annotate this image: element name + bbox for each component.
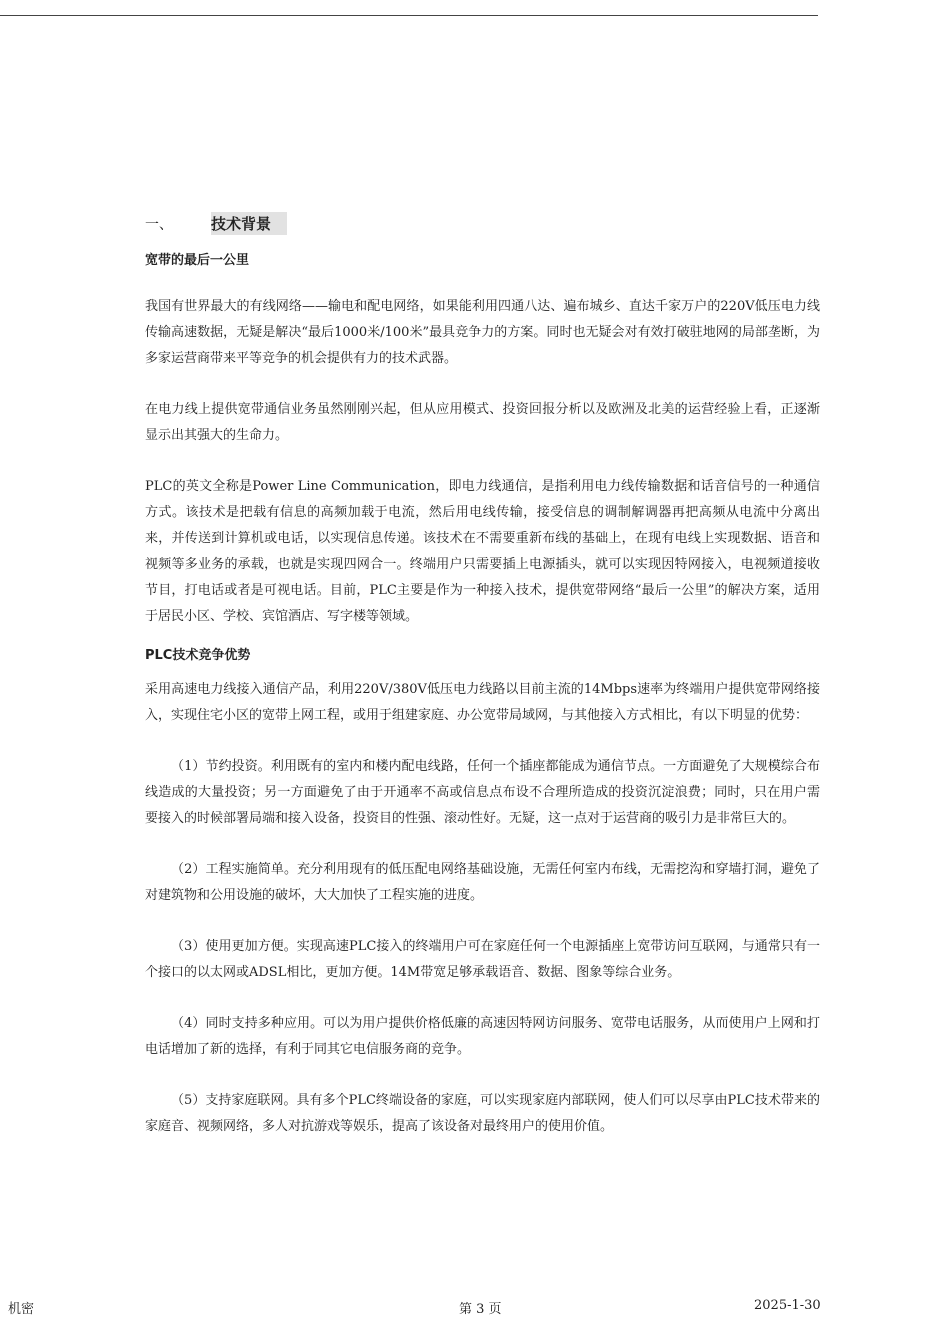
- paragraph: 在电力线上提供宽带通信业务虽然刚刚兴起，但从应用模式、投资回报分析以及欧洲及北美的运营经验上看，正逐渐显示出其强大的生命力。: [145, 402, 820, 443]
- section-number: 一、: [145, 216, 173, 233]
- footer-date: 2025-1-30: [754, 1298, 821, 1313]
- advantage-item: （5）支持家庭联网。具有多个PLC终端设备的家庭，可以实现家庭内部联网，使人们可以尽享由PLC技术带来的家庭音、视频网络，多人对抗游戏等娱乐，提高了该设备对最终用户的使用价值。: [145, 1093, 820, 1134]
- header-rule: [0, 15, 818, 16]
- paragraph: 采用高速电力线接入通信产品，利用220V/380V低压电力线路以目前主流的14Mbps速率为终端用户提供宽带网络接入，实现住宅小区的宽带上网工程，或用于组建家庭、办公宽带局域网，与其他接入方式相比，有以下明显的优势：: [145, 682, 820, 723]
- advantage-item: （4）同时支持多种应用。可以为用户提供价格低廉的高速因特网访问服务、宽带电话服务，从而使用户上网和打电话增加了新的选择，有利于同其它电信服务商的竞争。: [145, 1016, 820, 1057]
- footer-page-number: 第 3 页: [459, 1302, 502, 1317]
- advantage-item: （1）节约投资。利用既有的室内和楼内配电线路，任何一个插座都能成为通信节点。一方面避免了大规模综合布线造成的大量投资；另一方面避免了由于开通率不高或信息点布设不合理所造成的投资沉淀浪费；同时，只在用户需要接入的时候部署局端和接入设备，投资目的性强、滚动性好。无疑，这一点对于运营商的吸引力是非常巨大的。: [145, 759, 820, 826]
- document-body: [145, 212, 820, 1165]
- section-title: 技术背景: [211, 212, 287, 235]
- advantage-item: （3）使用更加方便。实现高速PLC接入的终端用户可在家庭任何一个电源插座上宽带访问互联网，与通常只有一个接口的以太网或ADSL相比，更加方便。14M带宽足够承载语音、数据、图象等综合业务。: [145, 939, 820, 980]
- footer-confidential: 机密: [8, 1302, 35, 1317]
- section-heading: [145, 212, 820, 235]
- paragraph: 我国有世界最大的有线网络——输电和配电网络，如果能利用四通八达、遍布城乡、直达千家万户的220V低压电力线传输高速数据，无疑是解决“最后1000米/100米”最具竞争力的方案。同时也无疑会对有效打破驻地网的局部垄断，为多家运营商带来平等竞争的机会提供有力的技术武器。: [145, 299, 820, 366]
- paragraph: PLC的英文全称是Power Line Communication，即电力线通信，是指利用电力线传输数据和话音信号的一种通信方式。该技术是把载有信息的高频加载于电流，然后用电线传输，接受信息的调制解调器再把高频从电流中分离出来，并传送到计算机或电话，以实现信息传递。该技术在不需要重新布线的基础上，在现有电线上实现数据、语音和视频等多业务的承载，也就是实现四网合一。终端用户只需要插上电源插头，就可以实现因特网接入，电视频道接收节目，打电话或者是可视电话。目前，PLC主要是作为一种接入技术，提供宽带网络“最后一公里”的解决方案，适用于居民小区、学校、宾馆酒店、写字楼等领域。: [145, 479, 820, 624]
- subheading-last-mile: 宽带的最后一公里: [145, 253, 250, 268]
- advantage-item: （2）工程实施简单。充分利用现有的低压配电网络基础设施，无需任何室内布线，无需挖沟和穿墙打洞，避免了对建筑物和公用设施的破坏，大大加快了工程实施的进度。: [145, 862, 820, 903]
- subheading-plc-advantages: PLC技术竞争优势: [145, 648, 251, 663]
